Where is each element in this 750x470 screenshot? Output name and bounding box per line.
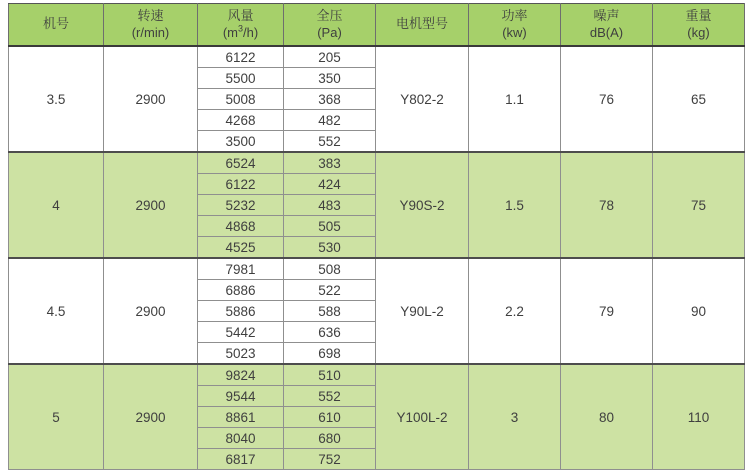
col-header-weight (653, 4, 745, 47)
cell-airflow: 8861 (198, 407, 284, 428)
cell-noise: 78 (561, 152, 653, 258)
cell-airflow: 6122 (198, 46, 284, 68)
cell-pressure: 368 (284, 89, 376, 110)
cell-airflow: 5500 (198, 68, 284, 89)
col-unit: $(m^3/h)$ (222, 23, 259, 40)
cell-airflow: 5023 (198, 343, 284, 365)
cell-speed: 2900 (104, 364, 198, 470)
col-label: 电机型号 (395, 16, 448, 32)
cell-power: 1.5 (469, 152, 561, 258)
cell-airflow: 8040 (198, 428, 284, 449)
cell-pressure: 510 (284, 364, 376, 386)
cell-pressure: 552 (284, 131, 376, 153)
cell-airflow: 7981 (198, 258, 284, 280)
cell-airflow: 6524 (198, 152, 284, 174)
cell-pressure: 424 (284, 174, 376, 195)
cell-noise: 80 (561, 364, 653, 470)
cell-weight: 90 (653, 258, 745, 364)
cell-pressure: 482 (284, 110, 376, 131)
col-label: 风量 (227, 7, 254, 23)
col-label: 重量 (685, 7, 712, 23)
cell-motor-model: Y90S-2 (376, 152, 469, 258)
cell-airflow: 6886 (198, 280, 284, 301)
table-row (9, 152, 745, 174)
cell-weight: 65 (653, 46, 745, 152)
col-header-motor-model (376, 4, 469, 47)
col-header-airflow (198, 4, 284, 47)
cell-pressure: 505 (284, 216, 376, 237)
cell-machine-no: 4 (9, 152, 104, 258)
cell-airflow: 5232 (198, 195, 284, 216)
fan-spec-table (8, 3, 745, 470)
cell-pressure: 752 (284, 449, 376, 470)
cell-motor-model: Y100L-2 (376, 364, 469, 470)
cell-machine-no: 5 (9, 364, 104, 470)
cell-noise: 79 (561, 258, 653, 364)
cell-noise: 76 (561, 46, 653, 152)
cell-power: 2.2 (469, 258, 561, 364)
cell-pressure: 680 (284, 428, 376, 449)
col-header-power (469, 4, 561, 47)
col-header-machine-no (9, 4, 104, 47)
cell-airflow: 9544 (198, 386, 284, 407)
cell-airflow: 6122 (198, 174, 284, 195)
cell-pressure: 530 (284, 237, 376, 259)
cell-pressure: 483 (284, 195, 376, 216)
col-unit: dB(A) (589, 24, 624, 40)
col-label: 噪声 (593, 7, 620, 23)
cell-pressure: 552 (284, 386, 376, 407)
cell-pressure: 508 (284, 258, 376, 280)
cell-pressure: 698 (284, 343, 376, 365)
cell-pressure: 636 (284, 322, 376, 343)
cell-machine-no: 4.5 (9, 258, 104, 364)
cell-pressure: 205 (284, 46, 376, 68)
col-unit: (r/min) (131, 24, 170, 40)
cell-power: 1.1 (469, 46, 561, 152)
cell-weight: 110 (653, 364, 745, 470)
col-label: 机号 (42, 16, 69, 32)
cell-airflow: 3500 (198, 131, 284, 153)
cell-motor-model: Y90L-2 (376, 258, 469, 364)
cell-airflow: 9824 (198, 364, 284, 386)
table-row (9, 364, 745, 386)
cell-pressure: 383 (284, 152, 376, 174)
col-label: 功率 (501, 7, 528, 23)
table-row (9, 46, 745, 68)
cell-airflow: 4868 (198, 216, 284, 237)
col-unit: (kg) (687, 24, 710, 40)
cell-airflow: 6817 (198, 449, 284, 470)
table-row (9, 258, 745, 280)
cell-machine-no: 3.5 (9, 46, 104, 152)
header-row (9, 4, 745, 47)
col-header-speed (104, 4, 198, 47)
col-label: 转速 (137, 7, 164, 23)
cell-speed: 2900 (104, 258, 198, 364)
cell-speed: 2900 (104, 152, 198, 258)
cell-pressure: 522 (284, 280, 376, 301)
col-header-noise (561, 4, 653, 47)
cell-airflow: 4268 (198, 110, 284, 131)
col-header-pressure (284, 4, 376, 47)
cell-airflow: 5442 (198, 322, 284, 343)
col-unit: (kw) (502, 24, 527, 40)
cell-speed: 2900 (104, 46, 198, 152)
col-label: 全压 (316, 7, 343, 23)
cell-weight: 75 (653, 152, 745, 258)
col-unit: (Pa) (317, 24, 342, 40)
cell-power: 3 (469, 364, 561, 470)
cell-airflow: 5008 (198, 89, 284, 110)
cell-airflow: 4525 (198, 237, 284, 259)
cell-motor-model: Y802-2 (376, 46, 469, 152)
cell-pressure: 588 (284, 301, 376, 322)
cell-airflow: 5886 (198, 301, 284, 322)
cell-pressure: 350 (284, 68, 376, 89)
cell-pressure: 610 (284, 407, 376, 428)
